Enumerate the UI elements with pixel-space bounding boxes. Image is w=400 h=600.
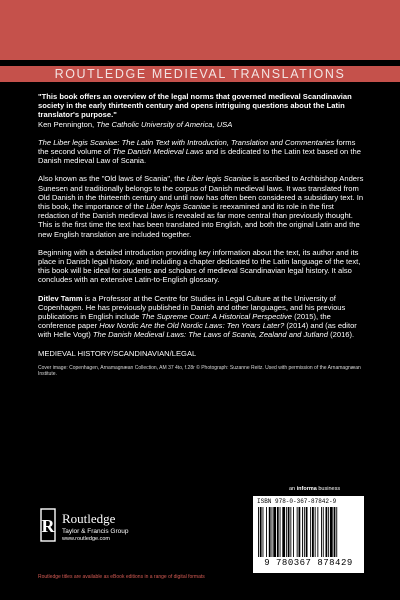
ebook-note: Routledge titles are available as eBook editions in a range of digital formats [38,574,205,580]
author-name: Ditlev Tamm [38,293,83,303]
routledge-r-logo-icon [38,508,58,542]
publisher-url: www.routledge.com [62,536,110,542]
quote-attribution-name: Ken Pennington, [38,119,97,129]
isbn-barcode [253,496,364,573]
quote-attribution-institution: The Catholic University of America, USA [96,119,233,129]
endorsement-quote [38,92,364,129]
quote-text: "This book offers an overview of the legal norms that governed medieval Scandinavian society in the early thirteenth century and opens intriguing questions about the Latin translator's purpose." [38,92,352,120]
book-title-italic: The Liber legis Scaniae: The Latin Text with Introduction, Translation and Commentaries [38,137,335,147]
scope-paragraph: Beginning with a detailed introduction providing key information about the text, its author and its place in Danish legal history, and including a chapter dedicated to the Latin language of the text, this book will be ideal for students and scholars of medieval Scandinavian legal history. It also concludes with an extensive Latin-to-English glossary. [38,247,361,285]
svg-text:R: R [41,516,55,536]
intro-paragraph: The Liber legis Scaniae: The Latin Text with Introduction, Translation and Commentaries forms the second volume of The Danish Medieval Laws and is dedicated to the Latin text based on the Danish medieval Law of Scania. [38,137,361,166]
cover-image-credit: Cover image: Copenhagen, Arnamagnæan Collection, AM 37 4to, f.28r © Photograph: Suzanne Reitz. Used with permission of the Arnamagnæan Institute. [38,364,361,378]
series-banner [0,66,400,82]
description-paragraph: Also known as the "Old laws of Scania", the Liber legis Scaniae is ascribed to Archbishop Anders Sunesen and traditionally belongs to the corpus of Danish medieval laws. It was translated from Old Danish in the thirteenth century and until now has often been considered a subsidiary text. In this book, the importance of the Liber legis Scaniae is reexamined and its role in the first redaction of the Danish medieval laws is revealed as far more central than previously thought. This is the first time the text has been translated into English, and both the original Latin and the new English translation are included together. [38,174,364,239]
barcode-number: 9 780367 878429 [264,558,353,568]
author-bio: Ditlev Tamm is a Professor at the Centre for Studies in Legal Culture at the University of Copenhagen. He has previously published in Danish and other languages, and his previous publications in English include The Supreme Court: A Historical Perspective (2015), the conference paper How Nordic Are the Old Nordic Laws: Ten Years Later? (2014) and (as editor with Helle Vogt) The Danish Medieval Laws: The Laws of Scania, Zealand and Jutland (2016). [38,293,357,340]
series-title: ROUTLEDGE MEDIEVAL TRANSLATIONS [54,67,346,81]
subject-category: MEDIEVAL HISTORY/SCANDINAVIAN/LEGAL [38,348,197,358]
series-name-italic: The Danish Medieval Laws [112,147,204,157]
back-cover-text [38,92,364,377]
informa-business-label: an informa business [289,486,341,492]
isbn-label: ISBN 978-0-367-87842-9 [257,498,337,505]
barcode-bars [258,507,359,557]
routledge-logo [38,508,188,546]
cover-color-band [0,0,400,60]
publisher-name: Routledge [62,511,116,526]
publisher-group: Taylor & Francis Group [62,528,129,535]
